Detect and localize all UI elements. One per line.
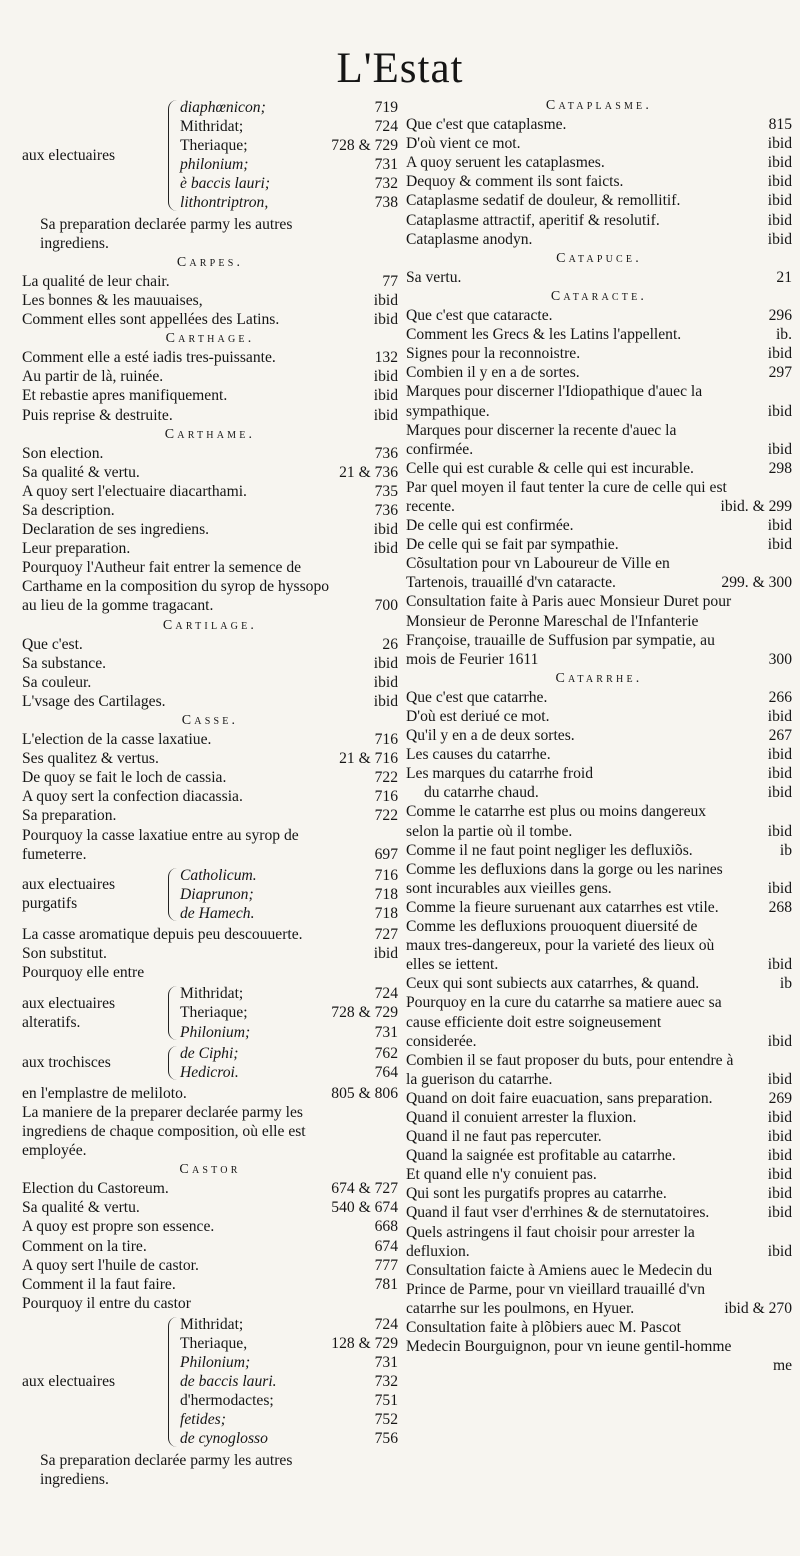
index-entry: La casse aromatique depuis peu descouuerte. 727 bbox=[22, 926, 398, 944]
index-entry: Et quand elle n'y conuient pas. ibid bbox=[406, 1166, 792, 1184]
index-entry: Pourquoy il entre du castor bbox=[22, 1294, 191, 1312]
index-entry: De celle qui se fait par sympathie. ibid bbox=[406, 536, 792, 554]
index-entry: Consultation faite à plõbiers auec M. Pascot Medecin Bourguignon, pour vn ieune gentil-homme bbox=[406, 1319, 732, 1356]
index-entry: Celle qui est curable & celle qui est incurable. 298 bbox=[406, 459, 792, 477]
index-entry: Comment il la faut faire. 781 bbox=[22, 1275, 398, 1293]
index-entry: De celle qui est confirmée. ibid bbox=[406, 517, 792, 535]
brace-item: Diaprunon; 718 bbox=[180, 885, 398, 903]
index-entry: A quoy sert l'electuaire diacarthami. 735 bbox=[22, 482, 398, 500]
section-heading: Cataplasme. bbox=[545, 98, 653, 113]
index-entry: Comment on la tire. 674 bbox=[22, 1237, 398, 1255]
index-entry: Quand il faut vser d'errhines & de sternutatoires. ibid bbox=[406, 1204, 792, 1222]
index-entry: Sa preparation declarée parmy les autres ingrediens. bbox=[40, 1451, 293, 1488]
index-entry: Sa description. 736 bbox=[22, 501, 398, 519]
index-entry: Et rebastie apres manifiquement. ibid bbox=[22, 387, 398, 405]
section-heading: Catapuce. bbox=[556, 250, 642, 266]
section-heading: Catarrhe. bbox=[555, 670, 643, 686]
index-entry: Que c'est que catarrhe. 266 bbox=[406, 688, 792, 706]
brace-item: Theriaque; 728 & 729 bbox=[180, 137, 398, 155]
index-entry: Election du Castoreum. 674 & 727 bbox=[22, 1180, 398, 1198]
brace-group-electuaires-castor bbox=[22, 1315, 398, 1449]
index-entry: Cataplasme anodyn. ibid bbox=[406, 230, 792, 248]
index-entry: L'vsage des Cartilages. ibid bbox=[22, 692, 398, 710]
brace-group-alteratifs bbox=[22, 984, 398, 1041]
brace-item: de Hamech. 718 bbox=[180, 904, 398, 922]
index-entry: Que c'est. 26 bbox=[22, 635, 398, 653]
index-entry: Consultation faicte à Amiens auec le Medecin du Prince de Parme, pour vn vieillard trauaillé d'vn catarrhe sur les poulmons, en Hyuer. ibid & 270 bbox=[406, 1261, 792, 1317]
brace-item: lithontriptron, 738 bbox=[180, 194, 398, 212]
index-entry: Declaration de ses ingrediens. ibid bbox=[22, 521, 398, 539]
brace-item: Theriaque, 128 & 729 bbox=[180, 1335, 398, 1352]
index-entry: Cataplasme sedatif de douleur, & remollitif. ibid bbox=[406, 192, 792, 210]
index-entry: Les marques du catarrhe froid ibid bbox=[406, 765, 792, 783]
brace-item: Theriaque; 728 & 729 bbox=[180, 1004, 398, 1022]
brace-item: de Ciphi; 762 bbox=[180, 1044, 398, 1062]
brace-item: Hedicroi. 764 bbox=[180, 1063, 398, 1081]
brace-item: d'hermodactes; 751 bbox=[180, 1392, 398, 1410]
index-entry: La maniere de la preparer declarée parmy les ingrediens de chaque composition, où elle est employée. bbox=[22, 1103, 306, 1160]
index-entry: Sa preparation declarée parmy les autres ingrediens. bbox=[40, 215, 293, 252]
index-entry: Que c'est que cataplasme. 815 bbox=[406, 116, 792, 134]
left-column bbox=[22, 96, 398, 1489]
index-entry: Comment elles sont appellées des Latins. ibid bbox=[22, 311, 398, 329]
index-entry: Quand on doit faire euacuation, sans preparation. 269 bbox=[406, 1089, 792, 1107]
index-entry: Son substitut. ibid bbox=[22, 945, 398, 963]
index-entry: D'où vient ce mot. ibid bbox=[406, 135, 792, 153]
index-entry: Par quel moyen il faut tenter la cure de celle qui est recente. ibid. & 299 bbox=[406, 478, 792, 515]
index-entry: en l'emplastre de meliloto. 805 & 806 bbox=[22, 1084, 398, 1102]
index-entry: Ceux qui sont subiects aux catarrhes, & quand. ib bbox=[406, 975, 792, 993]
index-entry: Sa qualité & vertu. 21 & 736 bbox=[22, 463, 398, 481]
catchword: me bbox=[772, 1357, 792, 1375]
index-entry: L'election de la casse laxatiue. 716 bbox=[22, 731, 398, 749]
brace-item: de cynoglosso 756 bbox=[180, 1430, 398, 1448]
index-entry: D'où est deriué ce mot. ibid bbox=[406, 708, 792, 725]
brace-item: philonium; 731 bbox=[180, 156, 398, 174]
brace-group-electuaires-a bbox=[22, 98, 398, 213]
index-entry: Pourquoy la casse laxatiue entre au syrop de fumeterre. 697 bbox=[22, 826, 398, 863]
index-entry: Quels astringens il faut choisir pour arrester la defluxion. ibid bbox=[406, 1223, 792, 1260]
index-entry: Comme les defluxions dans la gorge ou les narines sont incurables aux vieilles gens. ibid bbox=[406, 860, 792, 897]
section-heading: Cartilage. bbox=[162, 617, 258, 633]
brace-icon bbox=[168, 868, 178, 921]
running-head: L'Estat bbox=[336, 45, 464, 92]
brace-item: Mithridat; 724 bbox=[180, 985, 398, 1003]
brace-item: fetides; 752 bbox=[180, 1411, 398, 1429]
index-entry: Sa preparation. 722 bbox=[22, 807, 398, 825]
index-entry: Au partir de là, ruinée. ibid bbox=[22, 368, 398, 386]
section-heading: Casse. bbox=[181, 713, 239, 728]
index-entry: Marques pour discerner la recente d'auec la confirmée. ibid bbox=[406, 421, 792, 458]
index-entry: Comme les defluxions prouoquent diuersité de maux tres-dangereux, pour la varieté des lieux où elles se iettent. ibid bbox=[406, 918, 792, 974]
index-entry: Qu'il y en a de deux sortes. 267 bbox=[406, 727, 792, 745]
index-entry: De quoy se fait le loch de cassia. 722 bbox=[22, 769, 398, 787]
brace-item: de baccis lauri. 732 bbox=[180, 1373, 398, 1391]
index-entry: Pourquoy elle entre bbox=[22, 964, 145, 982]
index-entry: A quoy seruent les cataplasmes. ibid bbox=[406, 154, 792, 172]
index-entry: Combien il se faut proposer du buts, pour entendre à la guerison du catarrhe. ibid bbox=[406, 1051, 792, 1088]
index-entry: Sa couleur. ibid bbox=[22, 673, 398, 691]
index-entry: Comment les Grecs & les Latins l'appellent. ib. bbox=[406, 326, 792, 344]
index-entry: Les causes du catarrhe. ibid bbox=[406, 746, 792, 764]
index-entry: Comme la fieure suruenant aux catarrhes est vtile. 268 bbox=[406, 898, 792, 916]
index-entry: Sa substance. ibid bbox=[22, 654, 398, 672]
brace-icon bbox=[168, 1317, 178, 1447]
index-entry: Pourquoy en la cure du catarrhe sa matiere auec sa cause efficiente doit estre soigneusement considerée. ibid bbox=[406, 994, 792, 1050]
index-entry: Sa qualité & vertu. 540 & 674 bbox=[22, 1199, 398, 1217]
section-heading: Carpes. bbox=[176, 254, 244, 270]
index-entry: Dequoy & comment ils sont faicts. ibid bbox=[406, 173, 792, 191]
brace-item: Mithridat; 724 bbox=[180, 118, 398, 136]
index-entry: Consultation faite à Paris auec Monsieur Duret pour Monsieur de Peronne Mareschal de l'Infanterie Françoise, trauaille de Suffusion par sympatie, au mois de Feurier 1611 300 bbox=[406, 593, 792, 668]
brace-label: aux electuaires alteratifs. bbox=[22, 994, 116, 1031]
index-entry: Comme il ne faut point negliger les defluxiõs. ib bbox=[406, 841, 792, 859]
index-entry: Puis reprise & destruite. ibid bbox=[22, 406, 398, 424]
index-entry: A quoy est propre son essence. 668 bbox=[22, 1218, 398, 1236]
index-entry: Leur preparation. ibid bbox=[22, 540, 398, 558]
index-entry: Que c'est que cataracte. 296 bbox=[406, 307, 792, 325]
index-entry: Comment elle a esté iadis tres-puissante. 132 bbox=[22, 349, 398, 367]
brace-label: aux electuaires purgatifs bbox=[22, 876, 116, 913]
index-entry: Quand il ne faut pas repercuter. ibid bbox=[406, 1128, 792, 1146]
index-entry: La qualité de leur chair. 77 bbox=[22, 272, 398, 290]
section-heading: Carthage. bbox=[165, 331, 255, 347]
index-entry: Quand la saignée est profitable au catarrhe. ibid bbox=[406, 1147, 792, 1165]
index-entry: Comme le catarrhe est plus ou moins dangereux selon la partie où il tombe. ibid bbox=[406, 803, 792, 840]
brace-item: Philonium; 731 bbox=[180, 1354, 398, 1372]
index-entry: Ses qualitez & vertus. 21 & 716 bbox=[22, 750, 398, 768]
section-heading: Castor bbox=[179, 1162, 241, 1178]
index-entry: du catarrhe chaud. ibid bbox=[424, 784, 792, 802]
index-entry: Les bonnes & les mauuaises, ibid bbox=[22, 291, 398, 309]
brace-item: Mithridat; 724 bbox=[180, 1315, 398, 1333]
index-entry: Marques pour discerner l'Idiopathique d'auec la sympathique. ibid bbox=[406, 383, 792, 420]
brace-icon bbox=[168, 100, 178, 211]
index-entry: Cataplasme attractif, aperitif & resolutif. ibid bbox=[406, 211, 792, 229]
brace-group-trochisces bbox=[22, 1044, 398, 1082]
brace-item: è baccis lauri; 732 bbox=[180, 175, 398, 193]
index-entry: Cõsultation pour vn Laboureur de Ville en Tartenois, trauaillé d'vn cataracte. 299. & 300 bbox=[406, 555, 792, 592]
section-heading: Cataracte. bbox=[550, 288, 648, 304]
index-entry: Qui sont les purgatifs propres au catarrhe. ibid bbox=[406, 1185, 792, 1203]
brace-item: Philonium; 731 bbox=[180, 1023, 398, 1041]
index-entry: Signes pour la reconnoistre. ibid bbox=[406, 345, 792, 363]
index-entry: Sa vertu. 21 bbox=[406, 268, 792, 286]
index-entry: A quoy sert la confection diacassia. 716 bbox=[22, 788, 398, 806]
brace-label: aux trochisces bbox=[22, 1054, 111, 1072]
brace-item: Catholicum. 716 bbox=[180, 866, 398, 884]
brace-item: diaphœnicon; 719 bbox=[180, 99, 398, 116]
index-entry: Combien il y en a de sortes. 297 bbox=[406, 364, 792, 382]
index-entry: A quoy sert l'huile de castor. 777 bbox=[22, 1256, 398, 1274]
index-entry: Pourquoy l'Autheur fait entrer la semence de Carthame en la composition du syrop de hyssopo au lieu de la gomme tragacant. 700 bbox=[22, 559, 398, 615]
brace-icon bbox=[168, 1046, 178, 1080]
index-entry: Quand il conuient arrester la fluxion. ibid bbox=[406, 1108, 792, 1126]
index-entry: Son election. 736 bbox=[22, 444, 398, 462]
brace-label: aux electuaires bbox=[22, 146, 116, 164]
brace-group-purgatifs bbox=[22, 866, 398, 923]
brace-label: aux electuaires bbox=[22, 1373, 116, 1391]
right-column bbox=[406, 96, 792, 1375]
brace-icon bbox=[168, 986, 178, 1039]
section-heading: Carthame. bbox=[164, 426, 256, 442]
